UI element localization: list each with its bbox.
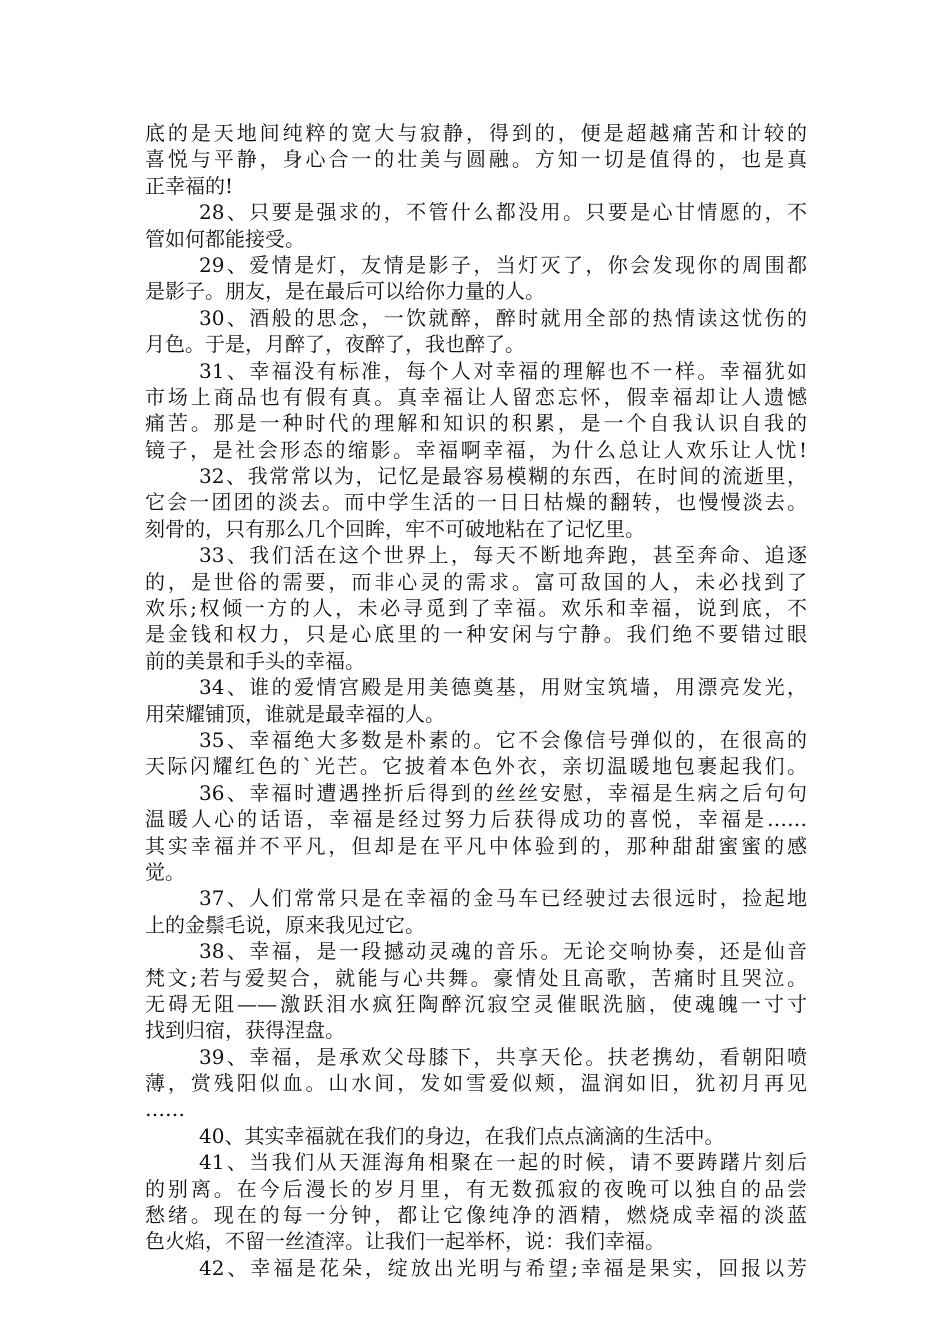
text-line: 37、人们常常只是在幸福的金马车已经驶过去很远时，捡起地 — [199, 886, 807, 911]
text-line: 天际闪耀红色的`光芒。它披着本色外衣，亲切温暖地包裹起我们。 — [145, 754, 807, 779]
text-line: 30、酒般的思念，一饮就醉，醉时就用全部的热情读这忧伤的 — [199, 305, 807, 330]
text-line: 其实幸福并不平凡，但却是在平凡中体验到的，那种甜甜蜜蜜的感 — [145, 833, 807, 858]
text-line: 40、其实幸福就在我们的身边，在我们点点滴滴的生活中。 — [199, 1123, 725, 1148]
document-page — [145, 120, 807, 1281]
text-line: …… — [145, 1097, 185, 1122]
text-line: 色火焰，不留一丝渣滓。让我们一起举杯，说：我们幸福。 — [145, 1229, 665, 1254]
text-line: 28、只要是强求的，不管什么都没用。只要是心甘情愿的，不 — [199, 200, 807, 225]
text-line: 无碍无阻——激跃泪水疯狂陶醉沉寂空灵催眠洗脑，使魂魄一寸寸 — [145, 991, 807, 1016]
text-line: 用荣耀铺顶，谁就是最幸福的人。 — [145, 701, 445, 726]
text-line: 39、幸福，是承欢父母膝下，共享天伦。扶老携幼，看朝阳喷 — [199, 1044, 807, 1069]
text-line: 36、幸福时遭遇挫折后得到的丝丝安慰，幸福是生病之后句句 — [199, 780, 807, 805]
text-line: 镜子，是社会形态的缩影。幸福啊幸福，为什么总让人欢乐让人忧! — [145, 437, 807, 462]
text-line: 38、幸福，是一段撼动灵魂的音乐。无论交响协奏，还是仙音 — [199, 939, 807, 964]
text-line: 管如何都能接受。 — [145, 226, 305, 251]
text-line: 觉。 — [145, 859, 185, 884]
text-line: 42、幸福是花朵，绽放出光明与希望;幸福是果实，回报以芳 — [199, 1255, 807, 1280]
text-line: 找到归宿，获得涅盘。 — [145, 1018, 345, 1043]
text-line: 正幸福的! — [145, 173, 234, 198]
text-line: 32、我常常以为，记忆是最容易模糊的东西，在时间的流逝里， — [199, 464, 807, 489]
text-line: 底的是天地间纯粹的宽大与寂静，得到的，便是超越痛苦和计较的 — [145, 121, 807, 145]
text-line: 31、幸福没有标准，每个人对幸福的理解也不一样。幸福犹如 — [199, 358, 807, 383]
text-line: 34、谁的爱情宫殿是用美德奠基，用财宝筑墙，用漂亮发光， — [199, 675, 807, 700]
text-line: 愁绪。现在的每一分钟，都让它像纯净的酒精，燃烧成幸福的淡蓝 — [145, 1203, 807, 1228]
text-line: 它会一团团的淡去。而中学生活的一日日枯燥的翻转，也慢慢淡去。 — [145, 490, 807, 515]
text-line: 月色。于是，月醉了，夜醉了，我也醉了。 — [145, 332, 525, 357]
text-line: 欢乐;权倾一方的人，未必寻觅到了幸福。欢乐和幸福，说到底，不 — [145, 596, 807, 621]
text-line: 35、幸福绝大多数是朴素的。它不会像信号弹似的，在很高的 — [199, 727, 807, 752]
text-line: 的别离。在今后漫长的岁月里，有无数孤寂的夜晚可以独自的品尝 — [145, 1176, 807, 1201]
text-line: 41、当我们从天涯海角相聚在一起的时候，请不要踌躇片刻后 — [199, 1150, 807, 1175]
text-line: 是金钱和权力，只是心底里的一种安闲与宁静。我们绝不要错过眼 — [145, 622, 807, 647]
text-line: 刻骨的，只有那么几个回眸，牢不可破地粘在了记忆里。 — [145, 516, 645, 541]
text-line: 痛苦。那是一种时代的理解和知识的积累，是一个自我认识自我的 — [145, 411, 807, 436]
text-line: 29、爱情是灯，友情是影子，当灯灭了，你会发现你的周围都 — [199, 252, 807, 277]
text-line: 是影子。朋友，是在最后可以给你力量的人。 — [145, 279, 545, 304]
text-line: 的，是世俗的需要，而非心灵的需求。富可敌国的人，未必找到了 — [145, 569, 807, 594]
text-line: 上的金鬃毛说，原来我见过它。 — [145, 912, 425, 937]
text-line: 薄，赏残阳似血。山水间，发如雪爱似颊，温润如旧，犹初月再见 — [145, 1071, 807, 1096]
text-line: 温暖人心的话语，幸福是经过努力后获得成功的喜悦，幸福是…… — [145, 807, 807, 832]
text-line: 市场上商品也有假有真。真幸福让人留恋忘怀，假幸福却让人遗憾 — [145, 384, 807, 409]
text-line: 前的美景和手头的幸福。 — [145, 648, 365, 673]
text-line: 梵文;若与爱契合，就能与心共舞。豪情处且高歌，苦痛时且哭泣。 — [145, 965, 807, 990]
text-line: 喜悦与平静，身心合一的壮美与圆融。方知一切是值得的，也是真 — [145, 147, 807, 172]
text-line: 33、我们活在这个世界上，每天不断地奔跑，甚至奔命、追逐 — [199, 543, 807, 568]
